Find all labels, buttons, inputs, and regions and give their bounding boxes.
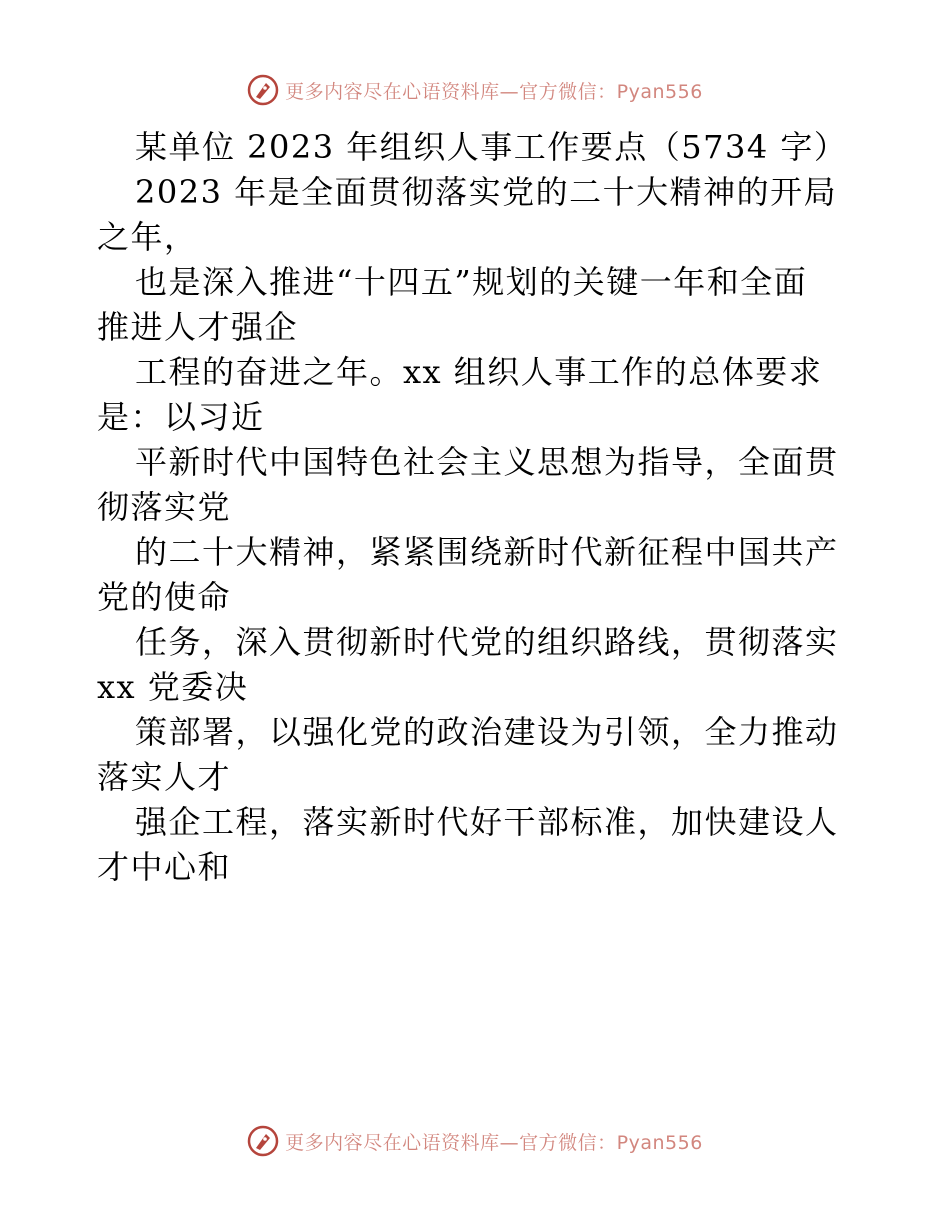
pen-nib-icon [247,1125,279,1157]
text-line: 2023 年是全面贯彻落实党的二十大精神的开局 [135,173,838,211]
text-line: 任务，深入贯彻新时代党的组织路线，贯彻落实 [135,623,839,661]
text-line: 推进人才强企 [97,308,299,346]
text-line: 才中心和 [97,848,232,886]
pen-nib-icon [247,74,279,106]
text-line: 也是深入推进“十四五”规划的关键一年和全面 [135,263,808,301]
document-body [97,125,857,890]
text-line: 党的使命 [97,578,232,616]
text-line: 工程的奋进之年。xx 组织人事工作的总体要求 [135,353,823,391]
text-line: 策部署，以强化党的政治建设为引领，全力推动 [135,713,839,751]
text-line: 的二十大精神，紧紧围绕新时代新征程中国共产 [135,533,839,571]
watermark-text: 更多内容尽在心语资料库—官方微信：Pyan556 [285,1131,703,1154]
text-line: xx 党委决 [97,668,249,706]
text-line: 强企工程，落实新时代好干部标准，加快建设人 [135,803,839,841]
header-watermark [0,73,950,107]
watermark-text: 更多内容尽在心语资料库—官方微信：Pyan556 [285,80,703,103]
text-line: 彻落实党 [97,488,232,526]
text-line: 是：以习近 [97,398,265,436]
document-title: 某单位 2023 年组织人事工作要点（5734 字） [135,128,848,166]
text-line: 落实人才 [97,758,232,796]
footer-watermark [0,1124,950,1158]
text-line: 平新时代中国特色社会主义思想为指导，全面贯 [135,443,839,481]
text-line: 之年， [97,218,198,256]
